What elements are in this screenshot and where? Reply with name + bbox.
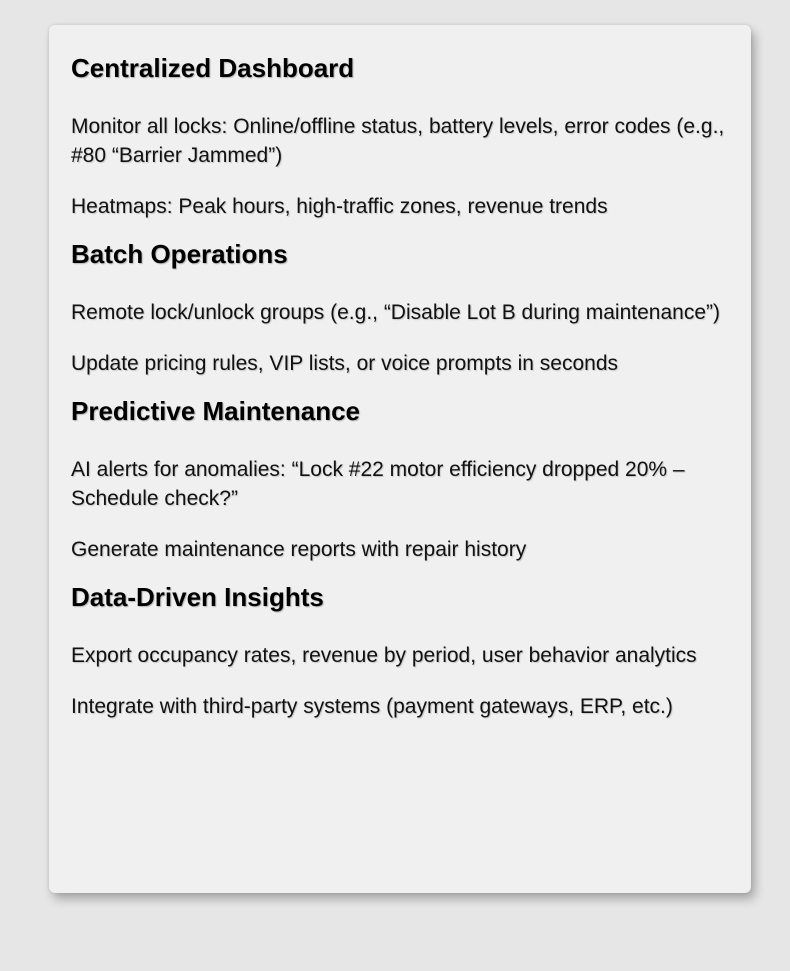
section-item: Remote lock/unlock groups (e.g., “Disable Lot B during maintenance”) — [71, 301, 720, 324]
section-item: AI alerts for anomalies: “Lock #22 motor efficiency dropped 20% – Schedule check?” — [71, 458, 685, 510]
section-item: Export occupancy rates, revenue by period, user behavior analytics — [71, 644, 697, 667]
section-item: Monitor all locks: Online/offline status, battery levels, error codes (e.g., #80 “Barrier Jammed”) — [71, 115, 725, 167]
section-title: Centralized Dashboard — [71, 53, 355, 83]
section-title: Predictive Maintenance — [71, 396, 360, 426]
section-item: Update pricing rules, VIP lists, or voice prompts in seconds — [71, 352, 619, 375]
section-item: Integrate with third-party systems (payment gateways, ERP, etc.) — [71, 695, 673, 718]
section-data-driven-insights — [71, 582, 751, 721]
section-title: Batch Operations — [71, 239, 288, 269]
section-item: Heatmaps: Peak hours, high-traffic zones, revenue trends — [71, 195, 608, 218]
section-centralized-dashboard — [71, 53, 751, 221]
section-batch-operations — [71, 239, 751, 378]
section-predictive-maintenance — [71, 396, 751, 564]
section-item: Generate maintenance reports with repair history — [71, 538, 527, 561]
feature-card — [49, 25, 751, 893]
section-title: Data-Driven Insights — [71, 582, 324, 612]
